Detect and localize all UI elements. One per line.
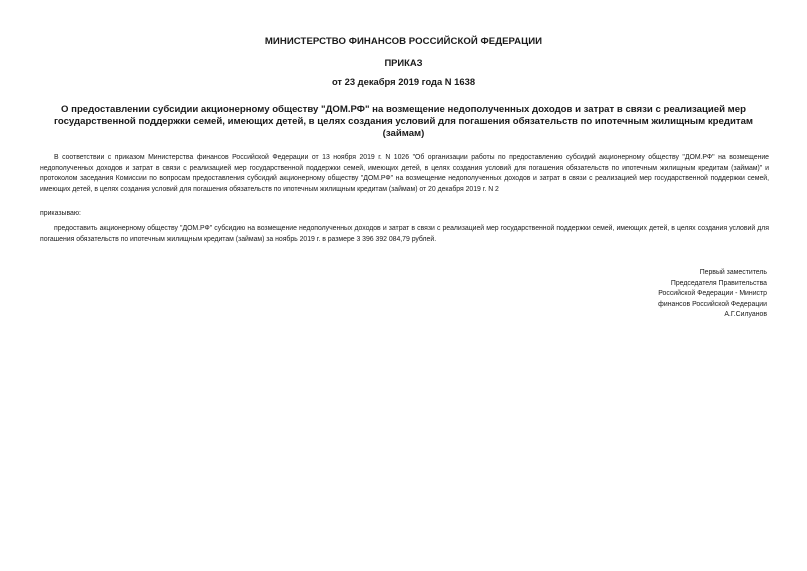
signature-line: финансов Российской Федерации <box>658 300 767 308</box>
document-type: ПРИКАЗ <box>384 57 423 68</box>
document-date-number: от 23 декабря 2019 года N 1638 <box>331 76 476 87</box>
order-paragraph: предоставить акционерному обществу "ДОМ.РФ" субсидию на возмещение недополученных доходов и затрат в связи с реализацией мер государственной поддержки семей, имеющих детей, в целях создания условий для погашения обязательств по ипотечным жилищным кредитам (займам) за ноябрь 2019 г. в размере 3 396 392 084,79 рублей. <box>40 225 769 243</box>
document-title: О предоставлении субсидии акционерному обществу "ДОМ.РФ" на возмещение недополученных доходов и затрат в связи с реализацией мер государственной поддержки семей, имеющих детей, в целях создания условий для погашения обязательств по ипотечным жилищным кредитам (займам) <box>53 104 753 139</box>
signature-line: Российской Федерации - Министр <box>658 290 767 298</box>
order-word: приказываю: <box>40 210 81 217</box>
preamble-paragraph: В соответствии с приказом Министерства финансов Российской Федерации от 13 ноября 2019 г. N 1026 "Об организации работы по предоставлению субсидий акционерному обществу "ДОМ.РФ" на возмещение недополученных доходов и затрат в связи с реализацией мер государственной поддержки семей, имеющих детей, в целях создания условий для погашения обязательств по ипотечным жилищным кредитам (займам)" и протоколом заседания Комиссии по вопросам предоставления субсидий акционерному обществу "ДОМ.РФ" на возмещение недополученных доходов и затрат в связи с реализацией мер государственной поддержки семей, имеющих детей, в целях создания условий для погашения обязательств по ипотечным жилищным кредитам (займам) от 20 декабря 2019 г. N 2 <box>40 154 769 194</box>
signatory-name: А.Г.Силуанов <box>724 311 767 319</box>
signature-block <box>607 268 767 321</box>
signature-line: Председателя Правительства <box>670 279 767 287</box>
signature-line: Первый заместитель <box>699 269 767 276</box>
ministry-heading: МИНИСТЕРСТВО ФИНАНСОВ РОССИЙСКОЙ ФЕДЕРАЦИИ <box>264 36 543 47</box>
